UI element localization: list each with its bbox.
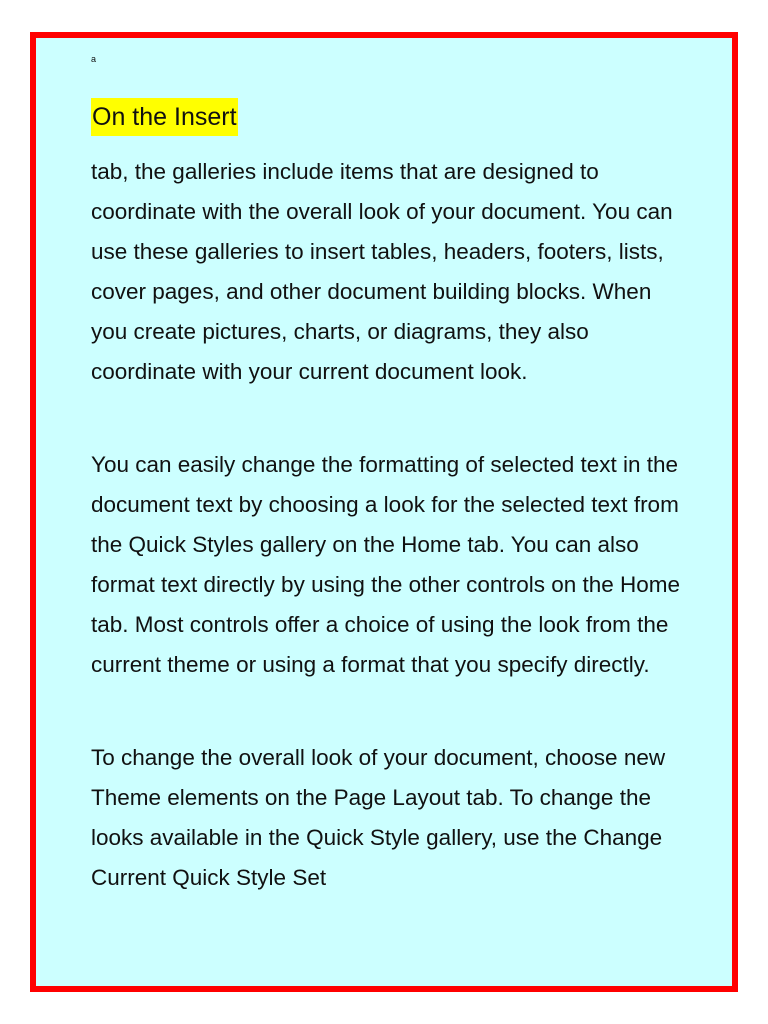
heading-on-the-insert: On the Insert	[91, 98, 238, 136]
document-page	[30, 32, 738, 992]
paragraph-formatting: You can easily change the formatting of selected text in the document text by choosing a look for the selected text from the Quick Styles gallery on the Home tab. You can also format text directly by using the other controls on the Home tab. Most controls offer a choice of using the look from the current theme or using a format that you specify directly.	[91, 452, 681, 677]
paragraph-galleries: tab, the galleries include items that are designed to coordinate with the overall look of your document. You can use these galleries to insert tables, headers, footers, lists, cover pages, and other document building blocks. When you create pictures, charts, or diagrams, they also coordinate with your current document look.	[91, 159, 673, 384]
paragraph-theme: To change the overall look of your document, choose new Theme elements on the Page Layout tab. To change the looks available in the Quick Style gallery, use the Change Current Quick Style Set	[91, 745, 666, 890]
page-marker: a	[91, 54, 97, 64]
